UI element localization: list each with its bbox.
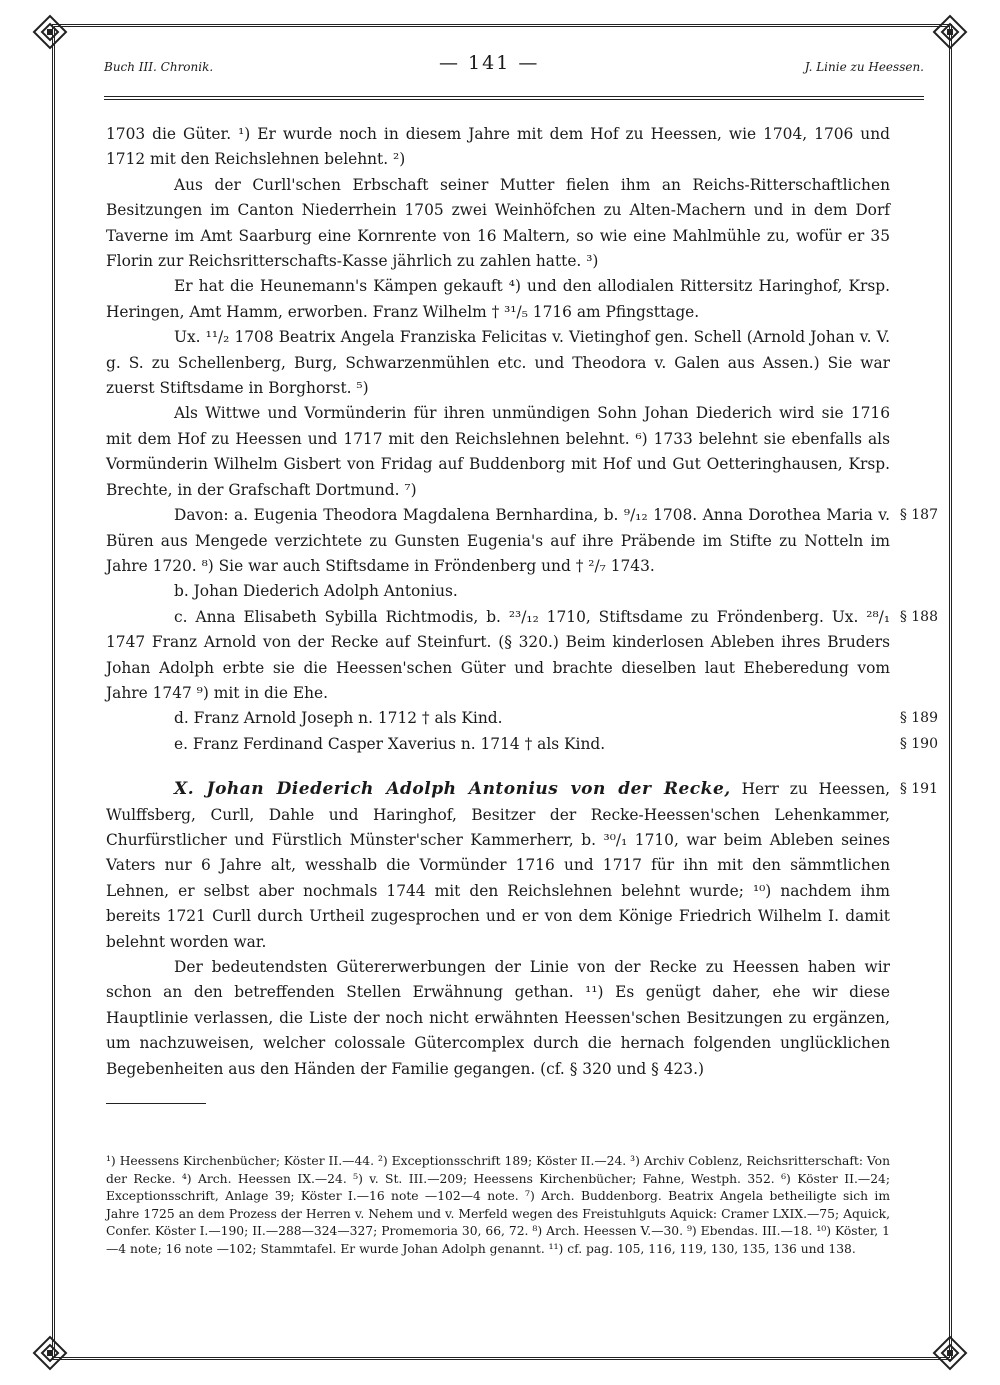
margin-ref: § 191 [899,781,938,798]
footnote-rule [106,1103,206,1104]
paragraph-text: Herr zu Heessen, Wulffsberg, Curll, Dahle und Haringhof, Besitzer der Recke-Heessen'schen Lehenkammer, Churfürstlicher und Fürstlich Münster'scher Kammerherr, b. ³⁰/₁ 1710, war beim Ableben seines Vaters nur 6 Jahre alt, wesshalb die Vormünder 1716 und 1717 für ihn mit den sämmtlichen Lehnen, er selbst aber nochmals 1744 mit den Reichslehnen belehnt wurde; ¹⁰) nachdem ihm bereits 1721 Curll durch Urtheil zugesprochen und er von dem Könige Friedrich Wilhelm I. damit belehnt worden war. [106,780,890,951]
margin-ref: § 187 [899,507,938,524]
paragraph [106,605,938,707]
paragraph: 1703 die Güter. ¹) Er wurde noch in diesem Jahre mit dem Hof zu Heessen, wie 1704, 1706 und 1712 mit den Reichslehnen belehnt. ²) [106,125,890,169]
paragraph [106,777,938,955]
paragraph: Aus der Curll'schen Erbschaft seiner Mutter fielen ihm an Reichs-Ritterschaftlichen Besitzungen im Canton Niederrhein 1705 zwei Weinhöfchen zu Alten-Machern und in dem Dorf Taverne im Amt Saarburg eine Kornrente von 16 Maltern, so wie eine Mahlmühle zu, wofür er 35 Florin zur Reichsritterschafts-Kasse jährlich zu zahlen hatte. ³) [106,175,890,271]
main-text [106,122,938,1082]
corner-ornament-icon [30,12,70,52]
paragraph [106,503,938,579]
paragraph-text: d. Franz Arnold Joseph n. 1712 † als Kind. [174,709,503,728]
paragraph: b. Johan Diederich Adolph Antonius. [174,582,458,601]
margin-ref: § 190 [899,735,938,752]
paragraph-text: e. Franz Ferdinand Casper Xaverius n. 1714 † als Kind. [174,734,606,753]
section-heading: X. Johan Diederich Adolph Antonius von der Recke, [174,779,731,800]
page-number: — 141 — [439,52,540,74]
paragraph-text: c. Anna Elisabeth Sybilla Richtmodis, b. ²³/₁₂ 1710, Stiftsdame zu Fröndenberg. Ux. ²⁸/₁ 1747 Franz Arnold von der Recke auf Steinfurt. (§ 320.) Beim kinderlosen Ableben ihres Bruders Johan Adolph erbte sie die Heessen'schen Güter und brachte dieselben laut Eheberedung vom Jahre 1747 ⁹) mit in die Ehe. [106,607,890,702]
paragraph: Als Wittwe und Vormünderin für ihren unmündigen Sohn Johan Diederich wird sie 1716 mit dem Hof zu Heessen und 1717 mit den Reichslehnen belehnt. ⁶) 1733 belehnt sie ebenfalls als Vormünderin Wilhelm Gisbert von Fridag auf Buddenborg mit Hof und Gut Oetteringhausen, Krsp. Brechte, in der Grafschaft Dortmund. ⁷) [106,404,890,499]
footnotes: ¹) Heessens Kirchenbücher; Köster II.—44. ²) Exceptionsschrift 189; Köster II.—24. ³) Archiv Coblenz, Reichsritterschaft: Von der Recke. ⁴) Arch. Heessen IX.—24. ⁵) v. St. III.—209; Heessens Kirchenbücher; Fahne, Westph. 352. ⁶) Köster II.—24; Exceptionsschrift, Anlage 39; Köster I.—16 note —102—4 note. ⁷) Arch. Buddenborg. Beatrix Angela betheiligte sich im Jahre 1725 an dem Prozess der Herren v. Nehem und v. Merfeld wegen des Freistuhlguts Aquick: Cramer LXIX.—75; Aquick, Confer. Köster I.—190; II.—288—324—327; Promemoria 30, 66, 72. ⁸) Arch. Heessen V.—30. ⁹) Ebendas. III.—18. ¹⁰) Köster, 1—4 note; 16 note —102; Stammtafel. Er wurde Johan Adolph genannt. ¹¹) cf. pag. 105, 116, 119, 130, 135, 136 und 138. [106,1154,890,1256]
corner-ornament-icon [930,12,970,52]
paragraph-text: Davon: a. Eugenia Theodora Magdalena Bernhardina, b. ⁹/₁₂ 1708. Anna Dorothea Maria v. Büren aus Mengede verzichtete zu Gunsten Eugenia's auf ihre Präbende im Stifte zu Notteln im Jahre 1720. ⁸) Sie war auch Stiftsdame in Fröndenberg und † ²/₇ 1743. [106,506,890,575]
corner-ornament-icon [930,1333,970,1373]
corner-ornament-icon [30,1333,70,1373]
paragraph [106,732,938,757]
margin-ref: § 188 [899,608,938,625]
margin-ref: § 189 [899,710,938,727]
paragraph [106,706,938,731]
paragraph: Der bedeutendsten Gütererwerbungen der Linie von der Recke zu Heessen haben wir schon an den betreffenden Stellen Erwähnung gethan. ¹¹) Es genügt daher, ehe wir diese Hauptlinie verlassen, die Liste der noch nicht erwähnten Heessen'schen Besitzungen zu ergänzen, um nachzuweisen, welcher colossale Gütercomplex durch die hernach folgenden unglücklichen Begebenheiten aus den Händen der Familie gegangen. (cf. § 320 und § 423.) [106,958,890,1078]
running-header [104,52,924,82]
header-rule [104,96,924,100]
paragraph: Ux. ¹¹/₂ 1708 Beatrix Angela Franziska Felicitas v. Vietinghof gen. Schell (Arnold Johan v. V. g. S. zu Schellenberg, Burg, Schwarzenmühlen etc. und Theodora v. Galen aus Assen.) Sie war zuerst Stiftsdame in Borghorst. ⁵) [106,328,890,398]
header-left: Buch III. Chronik. [104,60,214,74]
header-right: J. Linie zu Heessen. [804,60,924,74]
paragraph: Er hat die Heunemann's Kämpen gekauft ⁴) und den allodialen Rittersitz Haringhof, Krsp. Heringen, Amt Hamm, erworben. Franz Wilhelm † ³¹/₅ 1716 am Pfingsttage. [106,277,890,321]
